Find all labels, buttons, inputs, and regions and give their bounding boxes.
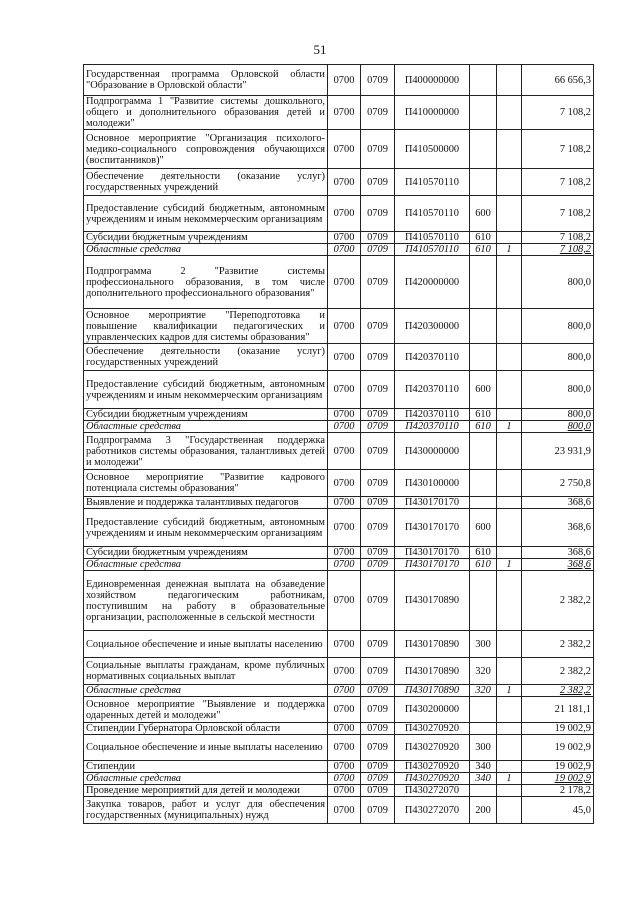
row-source-cell xyxy=(497,497,522,509)
row-expense-type-cell xyxy=(470,169,497,196)
table-row xyxy=(84,371,594,409)
row-section-code-cell: 0700 xyxy=(328,697,361,723)
table-row xyxy=(84,344,594,371)
row-expense-type-cell xyxy=(470,785,497,797)
row-amount-cell: 7 108,2 xyxy=(522,130,594,169)
row-expense-type-cell: 600 xyxy=(470,371,497,409)
row-subsection-code-cell: 0709 xyxy=(361,256,395,309)
row-target-code-cell: П430270920 xyxy=(395,761,470,773)
row-name-cell: Областные средства xyxy=(84,773,328,785)
row-name-cell: Основное мероприятие "Организация психолого-медико-социального сопровождения обучающихся (воспитанников)" xyxy=(84,130,328,169)
row-subsection-code-cell: 0709 xyxy=(361,658,395,685)
row-name-cell: Субсидии бюджетным учреждениям xyxy=(84,409,328,421)
row-source-cell: 1 xyxy=(497,244,522,256)
row-amount-cell: 7 108,2 xyxy=(522,169,594,196)
budget-table xyxy=(83,64,594,824)
row-amount-cell: 800,0 xyxy=(522,344,594,371)
row-subsection-code-cell: 0709 xyxy=(361,509,395,547)
row-amount-cell: 7 108,2 xyxy=(522,244,594,256)
row-amount-cell: 7 108,2 xyxy=(522,96,594,130)
row-target-code-cell: П430170170 xyxy=(395,547,470,559)
row-expense-type-cell: 200 xyxy=(470,797,497,824)
row-expense-type-cell xyxy=(470,256,497,309)
row-target-code-cell: П430170170 xyxy=(395,509,470,547)
row-amount-cell: 800,0 xyxy=(522,256,594,309)
row-amount-cell: 45,0 xyxy=(522,797,594,824)
row-source-cell: 1 xyxy=(497,773,522,785)
row-subsection-code-cell: 0709 xyxy=(361,196,395,232)
row-target-code-cell: П430272070 xyxy=(395,797,470,824)
row-amount-cell: 368,6 xyxy=(522,547,594,559)
row-name-cell: Проведение мероприятий для детей и молодежи xyxy=(84,785,328,797)
row-target-code-cell: П400000000 xyxy=(395,65,470,96)
row-name-cell: Областные средства xyxy=(84,244,328,256)
row-expense-type-cell: 600 xyxy=(470,509,497,547)
row-section-code-cell: 0700 xyxy=(328,433,361,470)
row-name-cell: Основное мероприятие "Переподготовка и повышение квалификации педагогических и управленческих кадров для системы образования" xyxy=(84,309,328,344)
budget-table-body xyxy=(84,65,594,824)
row-source-cell xyxy=(497,470,522,497)
row-target-code-cell: П420300000 xyxy=(395,309,470,344)
row-expense-type-cell: 610 xyxy=(470,232,497,244)
row-subsection-code-cell: 0709 xyxy=(361,169,395,196)
row-target-code-cell: П410570110 xyxy=(395,232,470,244)
table-row xyxy=(84,797,594,824)
row-subsection-code-cell: 0709 xyxy=(361,735,395,761)
row-section-code-cell: 0700 xyxy=(328,685,361,697)
row-amount-cell: 368,6 xyxy=(522,559,594,571)
row-subsection-code-cell: 0709 xyxy=(361,559,395,571)
row-source-cell: 1 xyxy=(497,685,522,697)
row-name-cell: Основное мероприятие "Развитие кадрового потенциала системы образования" xyxy=(84,470,328,497)
row-source-cell xyxy=(497,697,522,723)
row-section-code-cell: 0700 xyxy=(328,631,361,658)
row-name-cell: Государственная программа Орловской области "Образование в Орловской области" xyxy=(84,65,328,96)
row-subsection-code-cell: 0709 xyxy=(361,130,395,169)
row-source-cell xyxy=(497,65,522,96)
row-target-code-cell: П410000000 xyxy=(395,96,470,130)
row-name-cell: Выявление и поддержка талантливых педагогов xyxy=(84,497,328,509)
row-subsection-code-cell: 0709 xyxy=(361,723,395,735)
row-source-cell xyxy=(497,232,522,244)
row-subsection-code-cell: 0709 xyxy=(361,785,395,797)
row-section-code-cell: 0700 xyxy=(328,409,361,421)
table-row xyxy=(84,433,594,470)
table-row xyxy=(84,244,594,256)
row-target-code-cell: П430170890 xyxy=(395,685,470,697)
row-amount-cell: 7 108,2 xyxy=(522,196,594,232)
row-section-code-cell: 0700 xyxy=(328,547,361,559)
row-name-cell: Субсидии бюджетным учреждениям xyxy=(84,232,328,244)
row-amount-cell: 21 181,1 xyxy=(522,697,594,723)
row-target-code-cell: П430170170 xyxy=(395,559,470,571)
table-row xyxy=(84,130,594,169)
row-source-cell xyxy=(497,309,522,344)
row-source-cell xyxy=(497,130,522,169)
row-expense-type-cell: 610 xyxy=(470,409,497,421)
row-amount-cell: 19 002,9 xyxy=(522,723,594,735)
row-source-cell xyxy=(497,509,522,547)
row-expense-type-cell xyxy=(470,723,497,735)
row-name-cell: Обеспечение деятельности (оказание услуг) государственных учреждений xyxy=(84,169,328,196)
table-row xyxy=(84,65,594,96)
row-section-code-cell: 0700 xyxy=(328,571,361,631)
row-amount-cell: 19 002,9 xyxy=(522,735,594,761)
table-row xyxy=(84,196,594,232)
table-row xyxy=(84,497,594,509)
row-name-cell: Социальное обеспечение и иные выплаты населению xyxy=(84,631,328,658)
row-amount-cell: 2 382,2 xyxy=(522,571,594,631)
row-target-code-cell: П430170890 xyxy=(395,658,470,685)
table-row xyxy=(84,697,594,723)
table-row xyxy=(84,658,594,685)
row-section-code-cell: 0700 xyxy=(328,773,361,785)
row-section-code-cell: 0700 xyxy=(328,371,361,409)
row-target-code-cell: П430272070 xyxy=(395,785,470,797)
row-expense-type-cell xyxy=(470,344,497,371)
row-subsection-code-cell: 0709 xyxy=(361,571,395,631)
row-expense-type-cell xyxy=(470,309,497,344)
row-section-code-cell: 0700 xyxy=(328,559,361,571)
row-subsection-code-cell: 0709 xyxy=(361,65,395,96)
row-name-cell: Стипендии Губернатора Орловской области xyxy=(84,723,328,735)
row-section-code-cell: 0700 xyxy=(328,658,361,685)
row-name-cell: Подпрограмма 3 "Государственная поддержка работников системы образования, талантливых детей и молодежи" xyxy=(84,433,328,470)
row-source-cell xyxy=(497,169,522,196)
row-section-code-cell: 0700 xyxy=(328,309,361,344)
row-section-code-cell: 0700 xyxy=(328,470,361,497)
row-target-code-cell: П420370110 xyxy=(395,421,470,433)
row-expense-type-cell: 610 xyxy=(470,421,497,433)
row-source-cell xyxy=(497,571,522,631)
table-row xyxy=(84,685,594,697)
table-row xyxy=(84,309,594,344)
row-subsection-code-cell: 0709 xyxy=(361,309,395,344)
row-target-code-cell: П410570110 xyxy=(395,169,470,196)
table-row xyxy=(84,723,594,735)
row-name-cell: Социальные выплаты гражданам, кроме публичных нормативных социальных выплат xyxy=(84,658,328,685)
row-subsection-code-cell: 0709 xyxy=(361,497,395,509)
row-expense-type-cell xyxy=(470,697,497,723)
row-section-code-cell: 0700 xyxy=(328,244,361,256)
table-row xyxy=(84,735,594,761)
row-name-cell: Предоставление субсидий бюджетным, автономным учреждениям и иным некоммерческим организациям xyxy=(84,509,328,547)
row-amount-cell: 800,0 xyxy=(522,371,594,409)
row-name-cell: Социальное обеспечение и иные выплаты населению xyxy=(84,735,328,761)
table-row xyxy=(84,256,594,309)
row-section-code-cell: 0700 xyxy=(328,232,361,244)
table-row xyxy=(84,169,594,196)
row-section-code-cell: 0700 xyxy=(328,196,361,232)
row-source-cell xyxy=(497,797,522,824)
row-subsection-code-cell: 0709 xyxy=(361,773,395,785)
row-name-cell: Субсидии бюджетным учреждениям xyxy=(84,547,328,559)
row-name-cell: Областные средства xyxy=(84,685,328,697)
row-target-code-cell: П420370110 xyxy=(395,409,470,421)
row-target-code-cell: П430000000 xyxy=(395,433,470,470)
row-section-code-cell: 0700 xyxy=(328,723,361,735)
row-section-code-cell: 0700 xyxy=(328,344,361,371)
row-amount-cell: 19 002,9 xyxy=(522,773,594,785)
row-name-cell: Основное мероприятие "Выявление и поддержка одаренных детей и молодежи" xyxy=(84,697,328,723)
row-target-code-cell: П430200000 xyxy=(395,697,470,723)
table-row xyxy=(84,571,594,631)
row-subsection-code-cell: 0709 xyxy=(361,344,395,371)
row-target-code-cell: П420000000 xyxy=(395,256,470,309)
row-name-cell: Областные средства xyxy=(84,421,328,433)
row-subsection-code-cell: 0709 xyxy=(361,547,395,559)
row-subsection-code-cell: 0709 xyxy=(361,797,395,824)
row-expense-type-cell: 610 xyxy=(470,559,497,571)
row-subsection-code-cell: 0709 xyxy=(361,409,395,421)
row-expense-type-cell: 320 xyxy=(470,658,497,685)
row-target-code-cell: П430270920 xyxy=(395,735,470,761)
row-section-code-cell: 0700 xyxy=(328,65,361,96)
row-section-code-cell: 0700 xyxy=(328,169,361,196)
table-row xyxy=(84,559,594,571)
row-expense-type-cell: 610 xyxy=(470,547,497,559)
row-expense-type-cell xyxy=(470,130,497,169)
row-section-code-cell: 0700 xyxy=(328,509,361,547)
table-row xyxy=(84,421,594,433)
row-expense-type-cell xyxy=(470,470,497,497)
row-section-code-cell: 0700 xyxy=(328,421,361,433)
row-subsection-code-cell: 0709 xyxy=(361,421,395,433)
row-subsection-code-cell: 0709 xyxy=(361,470,395,497)
row-subsection-code-cell: 0709 xyxy=(361,232,395,244)
row-expense-type-cell: 320 xyxy=(470,685,497,697)
row-expense-type-cell: 300 xyxy=(470,631,497,658)
row-source-cell xyxy=(497,196,522,232)
row-subsection-code-cell: 0709 xyxy=(361,685,395,697)
row-section-code-cell: 0700 xyxy=(328,256,361,309)
row-amount-cell: 2 382,2 xyxy=(522,685,594,697)
row-source-cell xyxy=(497,658,522,685)
row-amount-cell: 19 002,9 xyxy=(522,761,594,773)
row-expense-type-cell: 340 xyxy=(470,761,497,773)
row-name-cell: Единовременная денежная выплата на обзаведение хозяйством педагогическим работникам, поступившим на работу в образовательные организации, расположенные в сельской местности xyxy=(84,571,328,631)
row-target-code-cell: П420370110 xyxy=(395,344,470,371)
row-target-code-cell: П410500000 xyxy=(395,130,470,169)
row-target-code-cell: П430270920 xyxy=(395,773,470,785)
row-source-cell xyxy=(497,344,522,371)
row-source-cell xyxy=(497,723,522,735)
row-expense-type-cell: 600 xyxy=(470,196,497,232)
row-expense-type-cell xyxy=(470,96,497,130)
row-amount-cell: 2 178,2 xyxy=(522,785,594,797)
row-target-code-cell: П430270920 xyxy=(395,723,470,735)
row-section-code-cell: 0700 xyxy=(328,761,361,773)
row-target-code-cell: П430170890 xyxy=(395,631,470,658)
table-row xyxy=(84,509,594,547)
row-expense-type-cell xyxy=(470,65,497,96)
row-expense-type-cell xyxy=(470,571,497,631)
row-section-code-cell: 0700 xyxy=(328,96,361,130)
row-name-cell: Подпрограмма 2 "Развитие системы профессионального образования, в том числе дополнительного профессионального образования" xyxy=(84,256,328,309)
row-source-cell xyxy=(497,371,522,409)
table-row xyxy=(84,761,594,773)
row-target-code-cell: П420370110 xyxy=(395,371,470,409)
row-subsection-code-cell: 0709 xyxy=(361,433,395,470)
table-row xyxy=(84,409,594,421)
table-row xyxy=(84,547,594,559)
table-row xyxy=(84,232,594,244)
row-section-code-cell: 0700 xyxy=(328,130,361,169)
row-target-code-cell: П430100000 xyxy=(395,470,470,497)
row-source-cell xyxy=(497,547,522,559)
row-subsection-code-cell: 0709 xyxy=(361,761,395,773)
row-section-code-cell: 0700 xyxy=(328,785,361,797)
row-target-code-cell: П410570110 xyxy=(395,196,470,232)
table-row xyxy=(84,470,594,497)
row-name-cell: Предоставление субсидий бюджетным, автономным учреждениям и иным некоммерческим организациям xyxy=(84,371,328,409)
row-section-code-cell: 0700 xyxy=(328,735,361,761)
row-expense-type-cell: 340 xyxy=(470,773,497,785)
row-section-code-cell: 0700 xyxy=(328,497,361,509)
row-section-code-cell: 0700 xyxy=(328,797,361,824)
row-target-code-cell: П410570110 xyxy=(395,244,470,256)
table-row xyxy=(84,785,594,797)
row-name-cell: Предоставление субсидий бюджетным, автономным учреждениям и иным некоммерческим организациям xyxy=(84,196,328,232)
table-row xyxy=(84,631,594,658)
row-name-cell: Обеспечение деятельности (оказание услуг) государственных учреждений xyxy=(84,344,328,371)
row-amount-cell: 7 108,2 xyxy=(522,232,594,244)
row-expense-type-cell: 610 xyxy=(470,244,497,256)
row-subsection-code-cell: 0709 xyxy=(361,697,395,723)
row-source-cell xyxy=(497,256,522,309)
row-source-cell xyxy=(497,785,522,797)
row-subsection-code-cell: 0709 xyxy=(361,371,395,409)
row-name-cell: Закупка товаров, работ и услуг для обеспечения государственных (муниципальных) нужд xyxy=(84,797,328,824)
row-source-cell xyxy=(497,96,522,130)
row-amount-cell: 2 750,8 xyxy=(522,470,594,497)
page-number: 51 xyxy=(313,42,327,57)
row-source-cell xyxy=(497,631,522,658)
row-amount-cell: 23 931,9 xyxy=(522,433,594,470)
row-source-cell xyxy=(497,735,522,761)
row-subsection-code-cell: 0709 xyxy=(361,244,395,256)
row-subsection-code-cell: 0709 xyxy=(361,631,395,658)
row-source-cell: 1 xyxy=(497,421,522,433)
row-name-cell: Стипендии xyxy=(84,761,328,773)
row-subsection-code-cell: 0709 xyxy=(361,96,395,130)
row-name-cell: Областные средства xyxy=(84,559,328,571)
row-amount-cell: 800,0 xyxy=(522,421,594,433)
table-row xyxy=(84,773,594,785)
row-expense-type-cell xyxy=(470,433,497,470)
row-source-cell: 1 xyxy=(497,559,522,571)
row-expense-type-cell xyxy=(470,497,497,509)
row-amount-cell: 66 656,3 xyxy=(522,65,594,96)
row-amount-cell: 368,6 xyxy=(522,497,594,509)
row-name-cell: Подпрограмма 1 "Развитие системы дошкольного, общего и дополнительного образования детей и молодежи" xyxy=(84,96,328,130)
row-source-cell xyxy=(497,761,522,773)
row-amount-cell: 800,0 xyxy=(522,409,594,421)
row-amount-cell: 2 382,2 xyxy=(522,658,594,685)
row-amount-cell: 800,0 xyxy=(522,309,594,344)
row-source-cell xyxy=(497,433,522,470)
row-target-code-cell: П430170890 xyxy=(395,571,470,631)
table-row xyxy=(84,96,594,130)
row-source-cell xyxy=(497,409,522,421)
row-expense-type-cell: 300 xyxy=(470,735,497,761)
row-amount-cell: 2 382,2 xyxy=(522,631,594,658)
row-target-code-cell: П430170170 xyxy=(395,497,470,509)
row-amount-cell: 368,6 xyxy=(522,509,594,547)
